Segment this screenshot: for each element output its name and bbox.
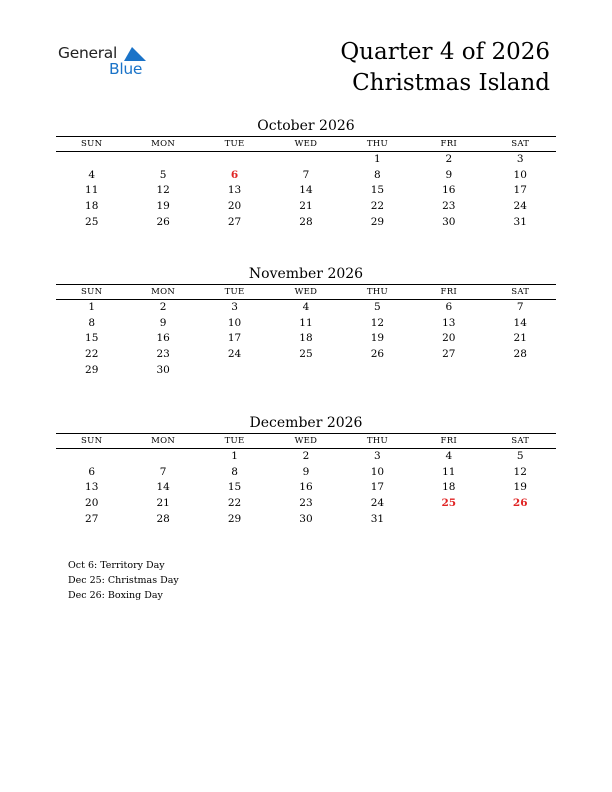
holiday-note: Dec 25: Christmas Day [68,575,179,586]
empty-day-cell [199,363,270,379]
day-cell: 4 [445,450,453,462]
day-cell: 24 [513,200,527,213]
day-cell: 17 [370,481,385,494]
day-cell: 30 [299,512,313,525]
day-cell: 14 [156,481,170,494]
weekday-header: MON [151,139,176,149]
day-cell: 7 [159,465,167,478]
weekday-header: TUE [224,436,245,446]
week-row [56,199,556,215]
weekday-header: THU [366,436,388,446]
empty-day-cell [199,152,270,168]
day-cell: 13 [85,481,99,494]
day-cell: 22 [370,200,385,213]
day-cell: 8 [88,316,96,329]
weekday-header: TUE [224,287,245,297]
week-row [56,168,556,184]
weekday-header: WED [294,436,318,446]
day-cell: 21 [299,200,313,213]
month-title: November 2026 [248,266,364,282]
day-cell: 23 [156,348,170,361]
week-row [56,512,556,528]
general-blue-logo [58,44,158,84]
month-december [56,413,556,527]
day-cell: 20 [85,497,99,510]
day-cell: 21 [513,332,527,345]
weekday-header-row [56,284,556,300]
day-cell: 21 [156,497,170,510]
empty-day-cell [56,152,127,168]
empty-day-cell [413,512,484,528]
holiday-day-cell: 25 [441,497,457,510]
day-cell: 2 [445,153,453,165]
weekday-header: SAT [511,287,530,297]
empty-day-cell [342,363,413,379]
day-cell: 23 [442,200,456,213]
day-cell: 29 [227,512,242,525]
holiday-day-cell: 26 [512,497,528,510]
day-cell: 14 [513,316,527,329]
day-cell: 9 [445,168,453,181]
day-cell: 10 [370,465,385,478]
day-cell: 12 [370,316,385,329]
month-october [56,116,556,230]
week-row [56,496,556,512]
day-cell: 7 [516,301,524,313]
day-cell: 25 [299,348,313,361]
day-cell: 10 [513,168,527,181]
day-cell: 31 [370,512,385,525]
day-cell: 7 [302,168,310,181]
day-cell: 28 [513,348,527,361]
day-cell: 30 [442,215,456,228]
day-cell: 19 [370,332,385,345]
week-row [56,152,556,168]
empty-day-cell [127,152,198,168]
day-cell: 31 [513,215,527,228]
week-row [56,331,556,347]
day-cell: 20 [227,200,242,213]
weekday-header: SAT [511,139,530,149]
day-cell: 19 [156,200,170,213]
week-row [56,480,556,496]
day-cell: 27 [227,215,242,228]
day-cell: 18 [85,200,99,213]
weekday-header: SUN [81,436,103,446]
empty-day-cell [127,449,198,465]
day-cell: 18 [299,332,313,345]
week-row [56,316,556,332]
day-cell: 27 [85,512,99,525]
empty-day-cell [56,449,127,465]
day-cell: 15 [227,481,242,494]
day-cell: 14 [299,184,313,197]
day-cell: 12 [513,465,527,478]
day-cell: 26 [370,348,385,361]
day-cell: 3 [231,301,238,313]
day-cell: 15 [370,184,385,197]
holiday-note: Oct 6: Territory Day [68,560,165,571]
day-cell: 2 [159,301,167,313]
day-cell: 17 [227,332,242,345]
holiday-notes [68,558,179,603]
day-cell: 29 [370,215,385,228]
weekday-header: SUN [81,139,103,149]
day-cell: 11 [299,316,313,329]
weekday-header: MON [151,287,176,297]
day-cell: 3 [374,450,381,462]
day-cell: 8 [374,168,381,181]
day-cell: 16 [299,481,313,494]
week-row [56,465,556,481]
day-cell: 12 [156,184,170,197]
day-cell: 13 [227,184,242,197]
day-cell: 24 [370,497,385,510]
weekday-header: WED [294,139,318,149]
page-title-location: Christmas Island [352,70,550,96]
empty-day-cell [270,152,341,168]
logo-text-blue: Blue [109,60,143,78]
holiday-day-cell: 6 [230,168,239,181]
day-cell: 16 [156,332,170,345]
day-cell: 11 [85,184,99,197]
day-cell: 22 [85,348,99,361]
day-cell: 28 [156,512,170,525]
weekday-header: FRI [440,139,458,149]
weekday-header: THU [366,287,388,297]
day-cell: 13 [442,316,456,329]
weekday-header: FRI [440,436,458,446]
empty-day-cell [270,363,341,379]
day-cell: 9 [302,465,310,478]
day-cell: 1 [88,301,96,313]
weekday-header: FRI [440,287,458,297]
day-cell: 16 [442,184,456,197]
day-cell: 4 [302,301,310,313]
page-title [340,37,550,99]
day-cell: 22 [227,497,242,510]
page-title-quarter: Quarter 4 of 2026 [340,39,550,65]
day-cell: 17 [513,184,527,197]
day-cell: 6 [88,465,96,478]
week-row [56,215,556,231]
day-cell: 25 [85,215,99,228]
empty-day-cell [413,363,484,379]
month-november [56,264,556,378]
day-cell: 10 [227,316,242,329]
weekday-header: WED [294,287,318,297]
weekday-header: MON [151,436,176,446]
week-row [56,449,556,465]
weekday-header: TUE [224,139,245,149]
day-cell: 30 [156,363,170,376]
day-cell: 19 [513,481,527,494]
logo-triangle-icon [124,45,146,61]
week-row [56,183,556,199]
day-cell: 15 [85,332,99,345]
day-cell: 9 [159,316,167,329]
logo-text-general: General [58,44,117,62]
weekday-header: THU [366,139,388,149]
day-cell: 27 [442,348,456,361]
day-cell: 2 [302,450,310,462]
empty-day-cell [485,363,556,379]
day-cell: 29 [85,363,99,376]
day-cell: 23 [299,497,313,510]
day-cell: 1 [231,450,238,462]
day-cell: 5 [516,450,524,462]
day-cell: 5 [374,301,381,313]
day-cell: 1 [374,153,381,165]
holiday-note: Dec 26: Boxing Day [68,590,163,601]
day-cell: 28 [299,215,313,228]
day-cell: 26 [156,215,170,228]
day-cell: 4 [88,168,96,181]
day-cell: 11 [442,465,456,478]
day-cell: 18 [442,481,456,494]
weekday-header: SUN [81,287,103,297]
weekday-header-row [56,433,556,449]
day-cell: 5 [159,168,167,181]
empty-day-cell [485,512,556,528]
day-cell: 8 [231,465,238,478]
week-row [56,300,556,316]
weekday-header: SAT [511,436,530,446]
day-cell: 3 [516,153,524,165]
month-title: December 2026 [249,415,363,431]
day-cell: 6 [445,301,453,313]
week-row [56,363,556,379]
day-cell: 20 [442,332,456,345]
day-cell: 24 [227,348,242,361]
week-row [56,347,556,363]
month-title: October 2026 [257,118,355,134]
weekday-header-row [56,136,556,152]
